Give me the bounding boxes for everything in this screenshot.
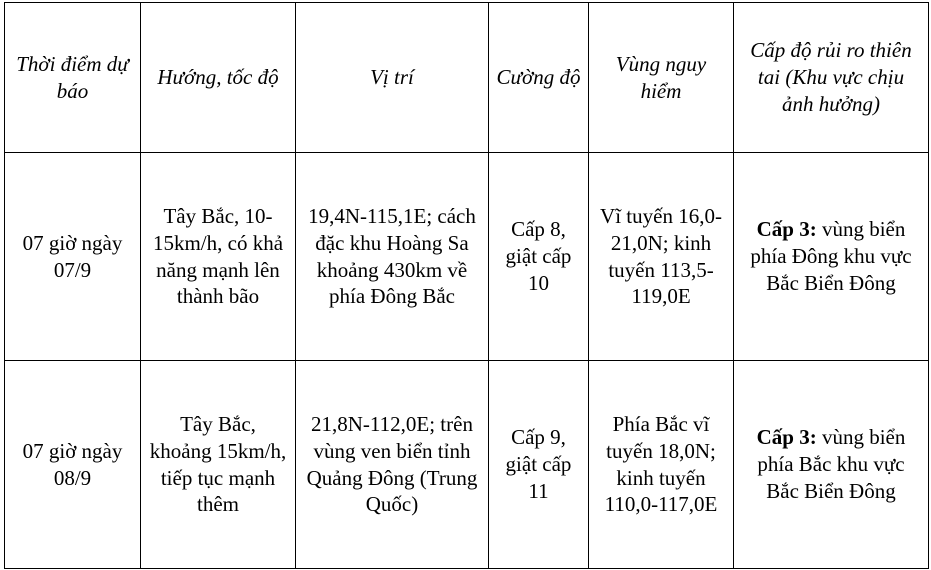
risk-level-label: Cấp 3: [756,217,817,242]
cell-risk-level [734,361,929,569]
cell-position: 19,4N-115,1E; cách đặc khu Hoàng Sa khoảng 430km về phía Đông Bắc [296,153,489,361]
cell-risk-level [734,153,929,361]
cell-direction-speed: Tây Bắc, khoảng 15km/h, tiếp tục mạnh thêm [141,361,296,569]
table-header [5,3,929,153]
cell-danger-zone: Vĩ tuyến 16,0-21,0N; kinh tuyến 113,5-119,0E [589,153,734,361]
storm-forecast-table [4,2,929,569]
cell-intensity: Cấp 9, giật cấp 11 [489,361,589,569]
header-risk-level: Cấp độ rủi ro thiên tai (Khu vực chịu ảnh hưởng) [734,3,929,153]
cell-intensity: Cấp 8, giật cấp 10 [489,153,589,361]
cell-forecast-time: 07 giờ ngày 07/9 [5,153,141,361]
header-intensity: Cường độ [489,3,589,153]
header-danger-zone: Vùng nguy hiểm [589,3,734,153]
header-direction-speed: Hướng, tốc độ [141,3,296,153]
cell-forecast-time: 07 giờ ngày 08/9 [5,361,141,569]
table-row [5,153,929,361]
risk-area-text: vùng biển phía Đông khu vực Bắc Biển Đông [750,217,912,295]
header-position: Vị trí [296,3,489,153]
cell-direction-speed: Tây Bắc, 10-15km/h, có khả năng mạnh lên thành bão [141,153,296,361]
table-body [5,153,929,569]
header-forecast-time: Thời điểm dự báo [5,3,141,153]
risk-level-label: Cấp 3: [756,425,817,450]
header-row [5,3,929,153]
cell-danger-zone: Phía Bắc vĩ tuyến 18,0N; kinh tuyến 110,0-117,0E [589,361,734,569]
risk-area-text: vùng biển phía Bắc khu vực Bắc Biển Đông [757,425,906,503]
table-row [5,361,929,569]
forecast-table-container [0,2,931,570]
cell-position: 21,8N-112,0E; trên vùng ven biển tỉnh Quảng Đông (Trung Quốc) [296,361,489,569]
